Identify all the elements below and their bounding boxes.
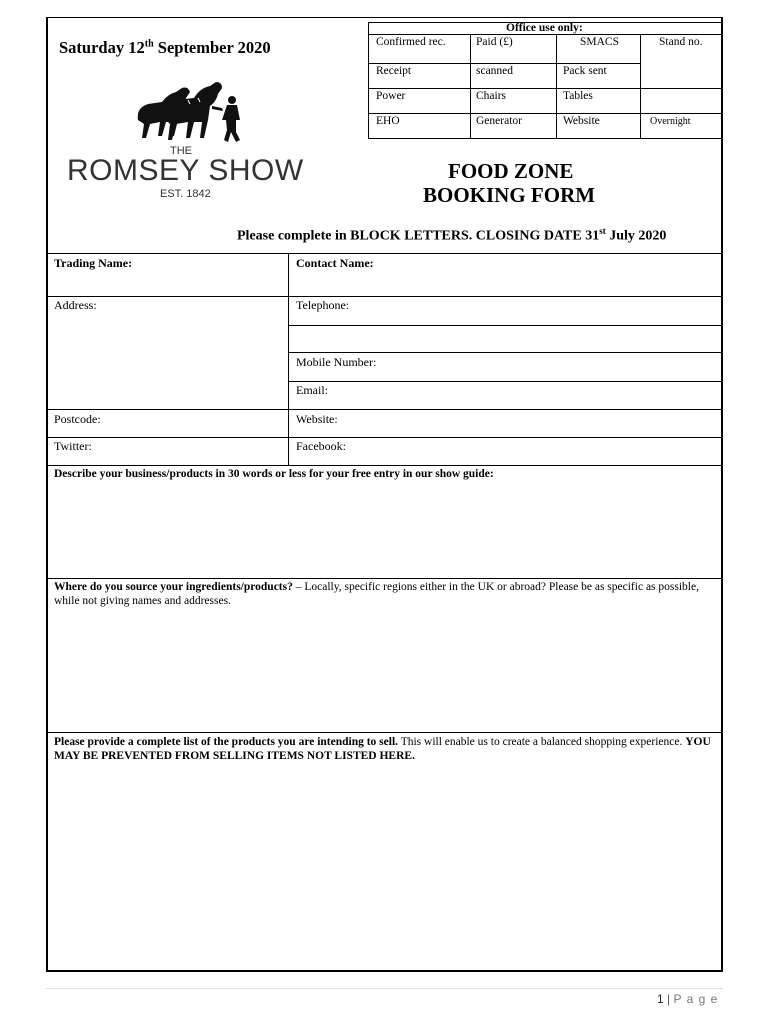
- confirmed-rec-label: Confirmed rec.: [376, 36, 446, 48]
- power-label: Power: [376, 90, 406, 102]
- scanned-label: scanned: [476, 65, 514, 77]
- website-field[interactable]: [355, 411, 718, 435]
- receipt-label: Receipt: [376, 65, 412, 77]
- overnight-label: Overnight: [650, 116, 691, 127]
- trading-name-label: Trading Name:: [54, 256, 133, 270]
- email-label: Email:: [296, 383, 328, 397]
- telephone-label: Telephone:: [296, 298, 350, 312]
- generator-label: Generator: [476, 115, 522, 127]
- email-field[interactable]: [340, 383, 718, 407]
- instruction-text: Please complete in BLOCK LETTERS. CLOSING DATE 31st July 2020: [237, 226, 667, 244]
- paid-label: Paid (£): [476, 36, 513, 48]
- horses-logo-icon: [128, 80, 246, 144]
- chairs-label: Chairs: [476, 90, 507, 102]
- page-word: P a g e: [673, 992, 719, 1006]
- website-field-label: Website:: [296, 412, 338, 426]
- contact-name-label: Contact Name:: [296, 256, 374, 270]
- postcode-field[interactable]: [120, 411, 285, 435]
- form-title-line2: BOOKING FORM: [423, 183, 596, 207]
- office-use-title: Office use only:: [506, 22, 583, 34]
- source-label: Where do you source your ingredients/products? – Locally, specific regions either in the UK or abroad? Please be as specific as possible, while not giving names and addresses.: [54, 581, 699, 607]
- pack-sent-label: Pack sent: [563, 65, 607, 77]
- frame-left: [46, 17, 48, 972]
- trading-name-field[interactable]: [50, 272, 285, 294]
- footer-rule: [46, 988, 723, 989]
- postcode-label: Postcode:: [54, 412, 101, 426]
- twitter-label: Twitter:: [54, 439, 92, 453]
- logo-est: EST. 1842: [160, 188, 211, 200]
- logo-romsey-show: ROMSEY SHOW: [67, 154, 304, 187]
- mobile-number-label: Mobile Number:: [296, 355, 377, 369]
- products-field[interactable]: [50, 766, 718, 966]
- smacs-label: SMACS: [580, 36, 619, 48]
- twitter-field[interactable]: [105, 439, 285, 463]
- describe-bottom-rule: [46, 578, 723, 579]
- form-title-line1: FOOD ZONE: [448, 159, 574, 183]
- frame-bottom: [46, 970, 723, 972]
- frame-top: [46, 17, 723, 18]
- frame-right: [721, 17, 723, 972]
- mobile-number-field[interactable]: [390, 354, 718, 379]
- describe-field[interactable]: [50, 484, 718, 574]
- source-field[interactable]: [50, 612, 718, 728]
- telephone-field[interactable]: [292, 326, 718, 351]
- stand-no-label: Stand no.: [659, 36, 703, 48]
- source-bottom-rule: [46, 732, 723, 733]
- page-footer: 1 | P a g e: [657, 992, 719, 1006]
- website-label: Website: [563, 115, 600, 127]
- tables-label: Tables: [563, 90, 593, 102]
- facebook-field[interactable]: [360, 439, 718, 463]
- page-number: 1: [657, 992, 664, 1006]
- products-label: Please provide a complete list of the products you are intending to sell. This will enable us to create a balanced shopping experience. YOU MAY BE PREVENTED FROM SELLING ITEMS NOT LISTED HERE.: [54, 736, 711, 762]
- eho-label: EHO: [376, 115, 400, 127]
- facebook-label: Facebook:: [296, 439, 346, 453]
- address-label: Address:: [54, 298, 97, 312]
- logo-the: THE: [170, 145, 192, 157]
- describe-label: Describe your business/products in 30 words or less for your free entry in our show guide:: [54, 468, 494, 480]
- contact-name-field[interactable]: [292, 272, 718, 294]
- address-field[interactable]: [50, 314, 285, 406]
- event-date: Saturday 12th September 2020: [59, 38, 271, 57]
